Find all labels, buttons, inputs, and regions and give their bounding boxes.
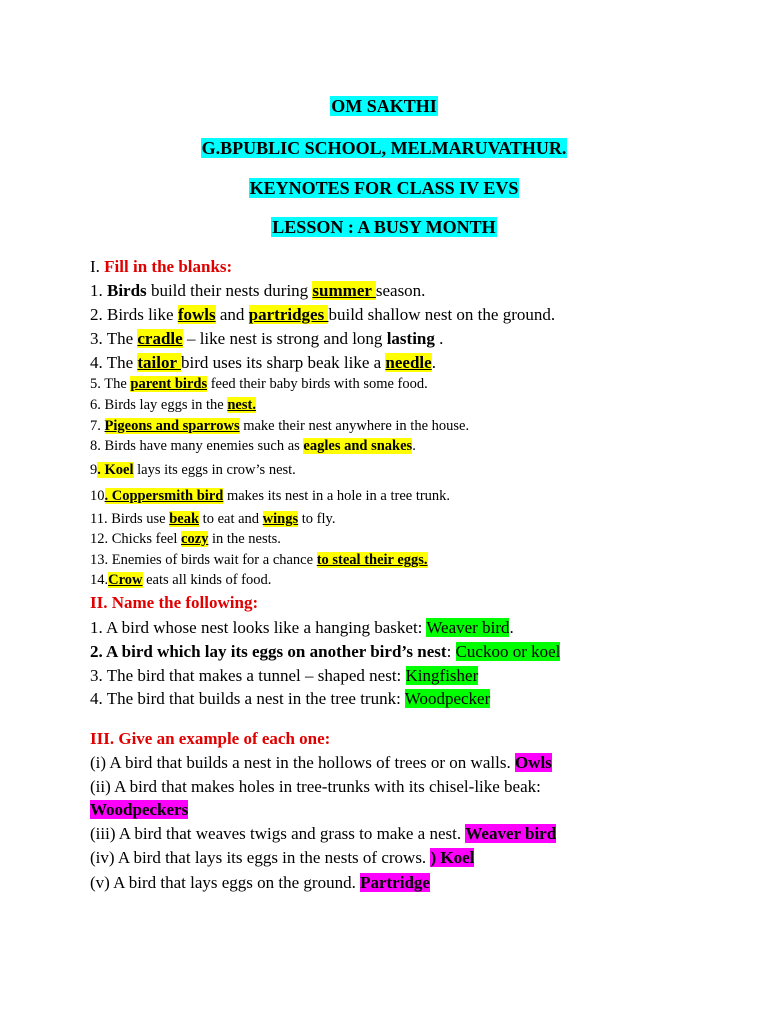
section1-heading: I. Fill in the blanks: bbox=[90, 257, 233, 276]
fill-blank-7: 7. Pigeons and sparrows make their nest anywhere in the house. bbox=[90, 418, 470, 434]
section2-heading: II. Name the following: bbox=[90, 593, 259, 612]
fill-blank-12: 12. Chicks feel cozy in the nests. bbox=[90, 531, 281, 547]
fill-blank-3: 3. The cradle – like nest is strong and long lasting . bbox=[90, 329, 444, 348]
header-keynotes: KEYNOTES FOR CLASS IV EVS bbox=[249, 178, 519, 198]
header-lesson: LESSON : A BUSY MONTH bbox=[272, 217, 496, 237]
example-5: (v) A bird that lays eggs on the ground. Partridge bbox=[90, 873, 430, 892]
fill-blank-5: 5. The parent birds feed their baby birds with some food. bbox=[90, 376, 428, 392]
fill-blank-8: 8. Birds have many enemies such as eagles and snakes. bbox=[90, 438, 416, 454]
name-following-3: 3. The bird that makes a tunnel – shaped nest: Kingfisher bbox=[90, 666, 479, 685]
example-2: (ii) A bird that makes holes in tree-trunks with its chisel-like beak: bbox=[90, 777, 541, 796]
example-4: (iv) A bird that lays its eggs in the nests of crows. ) Koel bbox=[90, 848, 475, 867]
fill-blank-4: 4. The tailor bird uses its sharp beak like a needle. bbox=[90, 353, 436, 372]
fill-blank-6: 6. Birds lay eggs in the nest. bbox=[90, 397, 256, 413]
section3-heading: III. Give an example of each one: bbox=[90, 729, 331, 748]
fill-blank-10: 10. Coppersmith bird makes its nest in a hole in a tree trunk. bbox=[90, 488, 451, 504]
header-school-name: G.BPUBLIC SCHOOL, MELMARUVATHUR. bbox=[201, 138, 567, 158]
fill-blank-11: 11. Birds use beak to eat and wings to fly. bbox=[90, 511, 336, 527]
example-1: (i) A bird that builds a nest in the hollows of trees or on walls. Owls bbox=[90, 753, 552, 772]
name-following-2: 2. A bird which lay its eggs on another bird’s nest: Cuckoo or koel bbox=[90, 642, 561, 661]
example-2-answer: Woodpeckers bbox=[90, 800, 189, 819]
example-3: (iii) A bird that weaves twigs and grass to make a nest. Weaver bird bbox=[90, 824, 557, 843]
fill-blank-13: 13. Enemies of birds wait for a chance to steal their eggs. bbox=[90, 552, 428, 568]
fill-blank-14: 14.Crow eats all kinds of food. bbox=[90, 572, 272, 588]
fill-blank-2: 2. Birds like fowls and partridges build shallow nest on the ground. bbox=[90, 305, 556, 324]
header-om-sakthi: OM SAKTHI bbox=[331, 96, 437, 116]
fill-blank-9: 9. Koel lays its eggs in crow’s nest. bbox=[90, 462, 296, 478]
name-following-4: 4. The bird that builds a nest in the tree trunk: Woodpecker bbox=[90, 689, 491, 708]
name-following-1: 1. A bird whose nest looks like a hanging basket: Weaver bird. bbox=[90, 618, 514, 637]
fill-blank-1: 1. Birds build their nests during summer season. bbox=[90, 281, 426, 300]
